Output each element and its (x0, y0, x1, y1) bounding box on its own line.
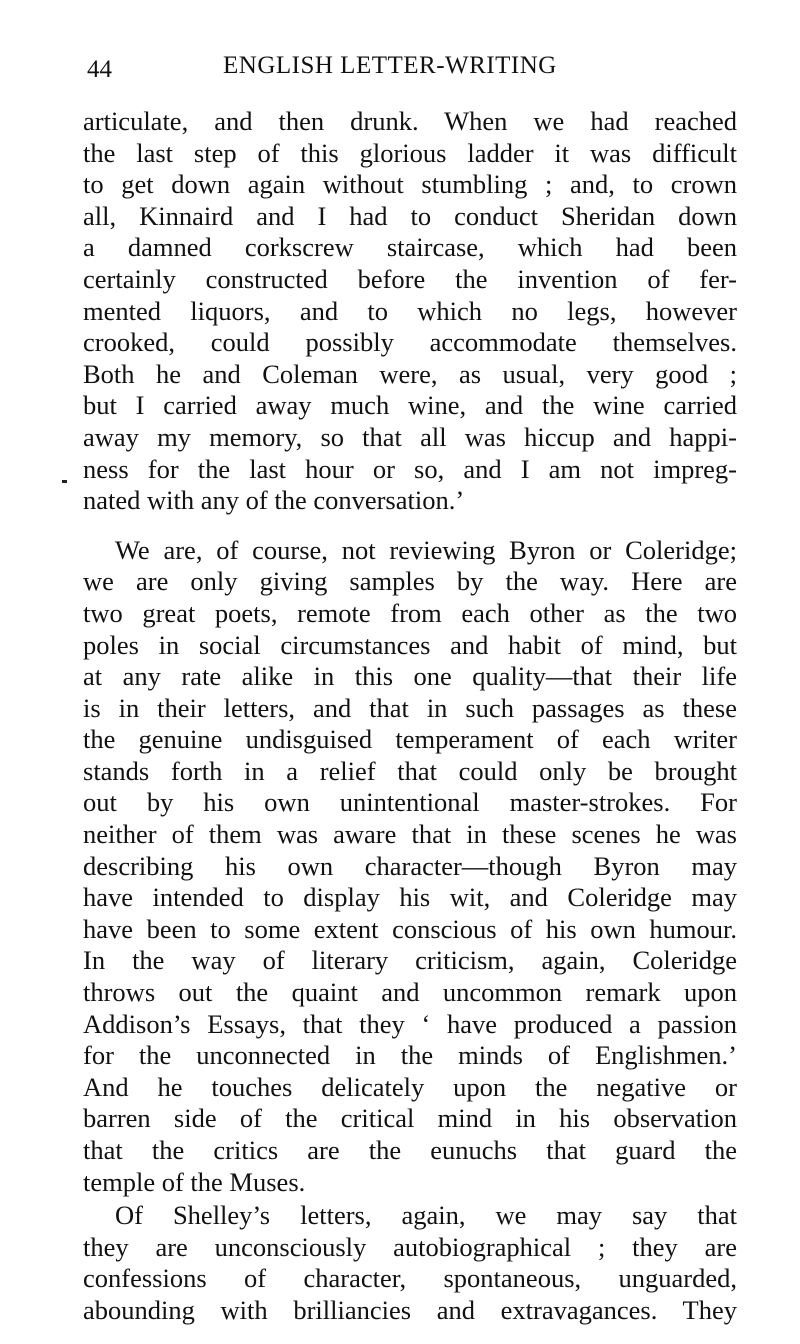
text-line: abounding with brilliancies and extravagances. They (83, 1294, 737, 1325)
text-line: away my memory, so that all was hiccup and happi- (83, 421, 737, 452)
text-line: that the critics are the eunuchs that guard the (83, 1135, 737, 1165)
text-line: out by his own unintentional master-strokes. For (83, 787, 737, 818)
paragraph (83, 1200, 737, 1326)
text-line: confessions of character, spontaneous, unguarded, (83, 1263, 737, 1294)
text-line: In the way of literary criticism, again, Coleridge (83, 945, 737, 976)
text-line: barren side of the critical mind in his observation (83, 1103, 737, 1134)
text-line: is in their letters, and that in such passages as these (83, 692, 737, 723)
text-line: Addison’s Essays, that they ‘ have produced a passion (83, 1008, 737, 1039)
text-line: all, Kinnaird and I had to conduct Sheridan down (83, 200, 737, 231)
page-body (83, 106, 737, 1327)
text-line: nated with any of the conversation.’ (83, 485, 465, 516)
text-line: throws out the quaint and uncommon remark upon (83, 977, 737, 1008)
text-line: ness for the last hour or so, and I am not impreg- (83, 453, 737, 484)
text-line: Both he and Coleman were, as usual, very good ; (83, 358, 737, 389)
text-line: the last step of this glorious ladder it was difficult (83, 137, 737, 168)
text-line: certainly constructed before the invention of fer- (83, 263, 737, 294)
text-line: neither of them was aware that in these scenes he was (83, 819, 737, 850)
text-line: but I carried away much wine, and the wine carried (83, 390, 737, 421)
text-line: articulate, and then drunk. When we had reached (83, 106, 737, 136)
text-line: the genuine undisguised temperament of each writer (83, 724, 737, 755)
text-line: We are, of course, not reviewing Byron or Coleridge; (115, 534, 737, 565)
text-line: a damned corkscrew staircase, which had been (83, 232, 737, 263)
text-line: to get down again without stumbling ; and, to crown (83, 169, 737, 200)
print-speck (62, 480, 67, 483)
text-line: Of Shelley’s letters, again, we may say that (115, 1200, 737, 1231)
running-title: ENGLISH LETTER-WRITING (223, 52, 557, 79)
page-number: 44 (87, 56, 112, 83)
paragraph-gap (83, 517, 737, 535)
text-line: temple of the Muses. (83, 1166, 306, 1197)
text-line: And he touches delicately upon the negative or (83, 1071, 737, 1102)
text-line: crooked, could possibly accommodate themselves. (83, 327, 737, 358)
text-line: stands forth in a relief that could only be brought (83, 755, 737, 786)
text-line: two great poets, remote from each other as the two (83, 597, 737, 628)
text-line: mented liquors, and to which no legs, however (83, 295, 737, 326)
text-line: for the unconnected in the minds of Englishmen.’ (83, 1040, 737, 1071)
text-line: have intended to display his wit, and Coleridge may (83, 882, 737, 913)
paragraph (83, 535, 737, 1198)
text-line: poles in social circumstances and habit of mind, but (83, 629, 737, 660)
text-line: at any rate alike in this one quality—that their life (83, 661, 737, 692)
text-line: they are unconsciously autobiographical ; they are (83, 1231, 737, 1262)
text-line: we are only giving samples by the way. Here are (83, 566, 737, 597)
page-header (83, 52, 737, 88)
text-line: describing his own character—though Byron may (83, 850, 737, 881)
paragraph (83, 106, 737, 517)
text-line: have been to some extent conscious of his own humour. (83, 913, 737, 944)
